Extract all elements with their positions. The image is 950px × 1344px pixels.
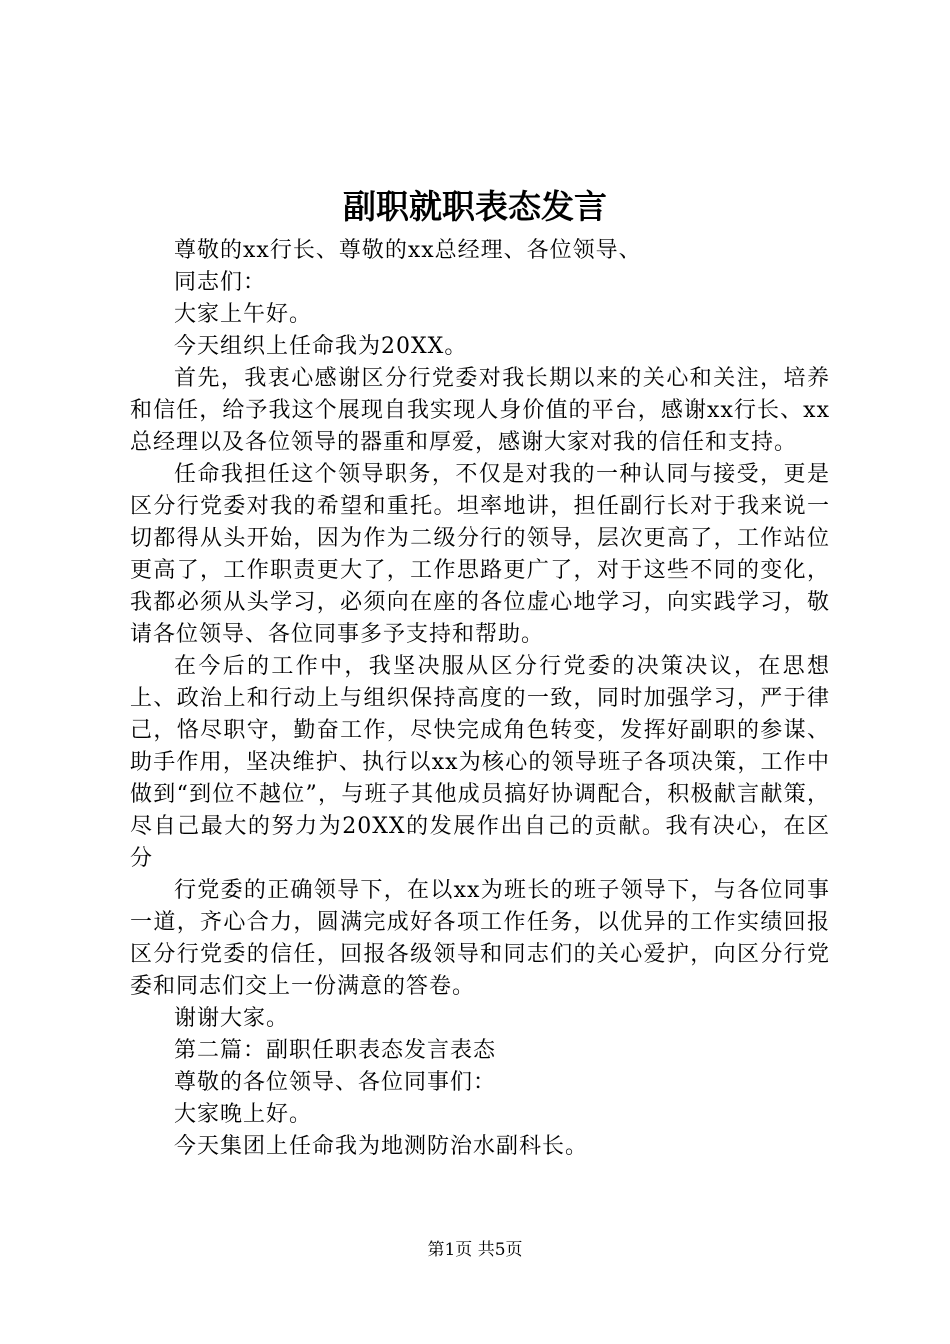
paragraph: 尊敬的xx行长、尊敬的xx总经理、各位领导、 (174, 238, 642, 263)
paragraph: 任命我担任这个领导职务，不仅是对我的一种认同与接受，更是区分行党委对我的希望和重托。坦率地讲，担任副行长对于我来说一切都得从头开始，因为作为二级分行的领导，层次更高了，工作站位更高了，工作职责更大了，工作思路更广了，对于这些不同的变化，我都必须从头学习，必须向在座的各位虚心地学习，向实践学习，敬请各位领导、各位同事多予支持和帮助。 (130, 462, 830, 647)
document-body (130, 235, 830, 1163)
paragraph: 大家上午好。 (174, 302, 313, 327)
paragraph: 谢谢大家。 (174, 1006, 290, 1031)
paragraph: 今天集团上任命我为地测防治水副科长。 (174, 1134, 589, 1159)
paragraph: 同志们： (174, 270, 267, 295)
paragraph: 尊敬的各位领导、各位同事们： (174, 1070, 497, 1095)
paragraph: 在今后的工作中，我坚决服从区分行党委的决策决议，在思想上、政治上和行动上与组织保持高度的一致，同时加强学习，严于律己，恪尽职守，勤奋工作，尽快完成角色转变，发挥好副职的参谋、助手作用，坚决维护、执行以xx为核心的领导班子各项决策，工作中做到“到位不越位”，与班子其他成员搞好协调配合，积极献言献策，尽自己最大的努力为20XX的发展作出自己的贡献。我有决心，在区分 (130, 654, 830, 871)
paragraph: 大家晚上好。 (174, 1102, 313, 1127)
paragraph: 第二篇：副职任职表态发言表态 (174, 1038, 497, 1063)
page-footer: 第1页 共5页 (427, 1240, 523, 1260)
document-title: 副职就职表态发言 (343, 187, 607, 226)
paragraph: 首先，我衷心感谢区分行党委对我长期以来的关心和关注，培养和信任，给予我这个展现自我实现人身价值的平台，感谢xx行长、xx总经理以及各位领导的器重和厚爱，感谢大家对我的信任和支持。 (130, 366, 830, 455)
paragraph: 行党委的正确领导下，在以xx为班长的班子领导下，与各位同事一道，齐心合力，圆满完成好各项工作任务，以优异的工作实绩回报区分行党委的信任，回报各级领导和同志们的关心爱护，向区分行党委和同志们交上一份满意的答卷。 (130, 878, 830, 999)
paragraph: 今天组织上任命我为20XX。 (174, 334, 468, 359)
